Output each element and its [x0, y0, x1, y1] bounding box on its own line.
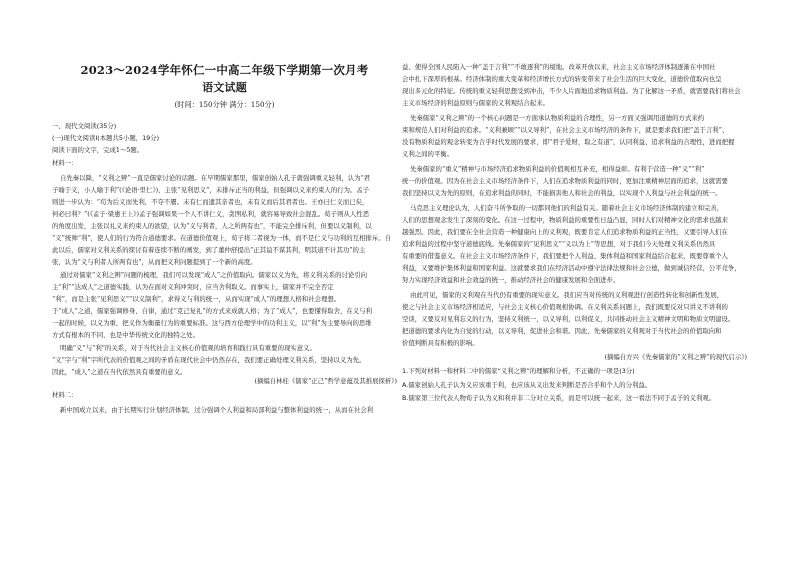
paragraph-line: 益、使得全国人民陷入一种“盖于言利”“不敢逐利”的境地。改革开放以来，社会主义市场经济体制逐渐在中国社 — [402, 63, 716, 71]
question-1: 1.下列对材料一和材料二中的儒家“义利之辨”的理解和分析，不正确的一项是(3分) — [402, 367, 635, 375]
exam-title: 2023～2024学年怀仁一中高二年级下学期第一次月考 — [80, 63, 369, 77]
paragraph-line: 人们的思想观念发生了深刻的变化。在这一过程中，物质利益的重要性日益凸显，同时人们对精神文化的需求也越来 — [402, 216, 728, 224]
material1-line: 因此，“成人”之道在当代依然具有重要的意义。 — [52, 368, 187, 376]
time-info: (时间：150分钟 满分：150分) — [174, 100, 275, 109]
material1-label: 材料一： — [52, 159, 78, 167]
paragraph-line: 统一的价值观。因为在社会主义市场经济条件下，人们在追求物质利益的同时，更加注重精神层面的追求，这就需要 — [402, 177, 728, 185]
paragraph-line: 由此可见，儒家的义利观在当代仍有重要的现实意义。我们应当对传统的义利观进行创造性转化和创新性发展， — [410, 291, 724, 299]
paragraph-line: 利益，又要维护集体利益和国家利益。这就要求我们在经济活动中遵守法律法规和社会公德，做到诚信经营、公平竞争， — [402, 264, 741, 272]
material2-line: 新中国成立以来，由于长期实行计划经济体制，过分强调个人利益和局部利益与整体利益的统一，从而在社会利 — [60, 406, 374, 414]
paragraph-line: 束和规范人们对利益的追求。“义利兼顾”“以义导利”，在社会主义市场经济的条件下，就是要求我们把“盖于言利”、 — [402, 126, 729, 134]
material1-line: 于“成人”之道，儒家强调修身、自律，通过“克己复礼”的方式来成就人格；为了“成人”，也要懂得取舍，在义与利 — [52, 307, 372, 315]
material1-line: 主“利”“达成人”之道德实践，认为在面对义利冲突时，应当舍利取义。而事实上，儒家并不完全否定 — [52, 283, 334, 291]
paragraph-line: 先秦儒家的“重义”精神与市场经济追求物质利益的价值观相互补充，相得益彰。有利于营造一种“义”“利” — [410, 165, 705, 173]
material1-line: 则进一步认为：“苟为后义而先利，不夺不餍。未有仁而遗其亲者也，未有义而后其君者也。王亦曰仁义而已矣， — [52, 198, 369, 206]
paragraph-line: 义利之间的平衡。 — [402, 150, 454, 158]
material1-line: “义”字与“利”字所代表的价值观之间的矛盾在现代社会中仍然存在，我们要正确处理义利关系，坚持以义为先。 — [52, 356, 366, 364]
material1-line: “义”统帅“利”，使人们的行为符合道德要求。在道德价值观上，荀子将二者视为一体，而不是仁义与功利的互相排斥。自 — [52, 234, 391, 242]
paragraph-line: 努力实现经济效益和社会效益的统一，推动经济社会的健康发展和全面进步。 — [402, 276, 620, 284]
paragraph-line: 使之与社会主义市场经济相适应，与社会主义核心价值观相协调。在义利关系问题上，我们既要反对只讲义不讲利的 — [402, 303, 728, 311]
material1-line: 明确“义”与“利”的关系，对于当代社会主义核心价值观的培育和践行具有重要的现实意义。 — [60, 344, 316, 352]
paragraph-line: 会中扎下深厚的根基。经济体制的重大变革和经济增长方式的转变带来了社会生活的巨大变化，道德价值取向也呈 — [402, 75, 722, 83]
paragraph-line: 我们坚持以义为先的原则，在追求利益的同时，不能损害他人和社会的利益，以实现个人利益与社会利益的统一。 — [402, 189, 722, 197]
material1-line: 方式有根本的不同，也是中华传统文化的独特之处。 — [52, 331, 199, 339]
section-subheading: (一)现代文阅读Ⅰ(本题共5小题，19分) — [52, 134, 160, 142]
material1-line: 此以后，儒家对义利关系的探讨有着连续不断的阐发，到了董仲舒提出“正其谊不谋其利，明其道不计其功”的主 — [52, 246, 366, 254]
material1-line: 的角度出发，主张以礼义来约束人的欲望，认为“义与利者，人之所两有也”，不能完全排斥利，但要以义制利，以 — [52, 222, 372, 230]
option-b: B.儒家第三位代表人物荀子认为义和利并非二分对立关系，而是可以统一起来，这一看法不同于孟子的义利观。 — [402, 394, 716, 402]
paragraph-line: 追求利益的过程中坚守道德底线。先秦儒家的“见利思义”“义以为上”等思想，对于我们今天处理义利关系仍然具 — [402, 240, 716, 248]
exam-subtitle: 语文试题 — [202, 81, 247, 94]
material1-source: (摘编自林桂《儒家“正己”哲学意蕴及其推展探析》) — [254, 377, 397, 385]
paragraph-line: 马克思主义理论认为，人们奋斗所争取的一切都同他们的利益有关。随着社会主义市场经济体制的建立和完善， — [410, 204, 724, 212]
paragraph-line: 没有物质利益的观念转变为合乎时代发展的要求，即“君子爱财，取之有道”，认同利益、追求利益的合理性，进而把握 — [402, 138, 735, 146]
reading-instruction: 阅读下面的文字，完成1～5题。 — [52, 146, 144, 154]
material1-line: 张，认为“义与利者人所两有也”，从而把义利问题提到了一个新的高度。 — [52, 258, 257, 266]
material1-line: 何必曰利？”(《孟子·梁惠王上》)孟子强调如果一个人不讲仁义，贪图私利，就容易导致社会混乱。荀子则从人性恶 — [52, 210, 370, 218]
material1-line: 一起的时候，以义为重，把义作为衡量行为的重要标准。这与西方伦理学中的功利主义，以“利”为主要导向的思维 — [52, 319, 372, 327]
paragraph-line: 有重要的借鉴意义。在社会主义市场经济条件下，我们要把个人利益、集体利益和国家利益结合起来，既要尊重个人 — [402, 252, 728, 260]
paragraph-line: 越强烈。因此，我们要在全社会营造一种健康向上的义利观，既要肯定人们追求物质利益的正当性，又要引导人们在 — [402, 228, 728, 236]
material1-line: “利”，而是主张“见利思义”“以义制利”，求得义与利的统一，从而实现“成人”的理想人格和社会理想。 — [52, 295, 341, 303]
paragraph-line: 现出多元化的特征。传统的重义轻利思想受到冲击，不少人片面地追求物质利益。为了化解这一矛盾，就需要我们将社会 — [402, 87, 741, 95]
material1-line: 通过对儒家“义利之辨”问题的梳理，我们可以发现“成人”之价值取向。儒家以义为先，将义利关系的讨论引向 — [60, 271, 368, 279]
material2-label: 材料二： — [52, 391, 78, 399]
section-heading: 一、现代文阅读(35分) — [52, 122, 117, 130]
material1-line: 子喻于义，小人喻于利”(《论语·里仁》)，主张“见利思义”，未排斥正当的利益，但强调以义来约束人的行为。孟子 — [52, 186, 370, 194]
material1-line: 自先秦以降，“义利之辨”一直是儒家讨论的话题。在早期儒家那里，儒家创始人孔子就强调重义轻利，认为“君 — [60, 174, 371, 182]
paragraph-line: 先秦儒家“义利之辨”的一个核心问题是一方面承认物质利益的合理性，另一方面又强调用道德的方式来约 — [410, 114, 705, 122]
paragraph-line: 把道德的要求内化为自觉的行动，以义导利，促进社会和谐。因此，先秦儒家的义利观对于当代社会的价值取向和 — [402, 327, 722, 335]
option-a: A.儒家创始人孔子认为义应该重于利，也应该从义出发来判断是否合乎和个人的分利益。 — [402, 381, 652, 389]
paragraph-line: 主义市场经济的利益原则与儒家的义利观结合起来。 — [402, 99, 549, 107]
paragraph-line: 空谈，又要反对见利忘义的行为，坚持义利统一，以义导利，以利促义，共同推动社会主义精神文明和物质文明建设。 — [402, 315, 735, 323]
material2-source: (摘编自方兴《先秦儒家的“义利之辨”的现代启示》) — [604, 353, 747, 361]
paragraph-line: 价值判断具有积极的影响。 — [402, 339, 479, 347]
